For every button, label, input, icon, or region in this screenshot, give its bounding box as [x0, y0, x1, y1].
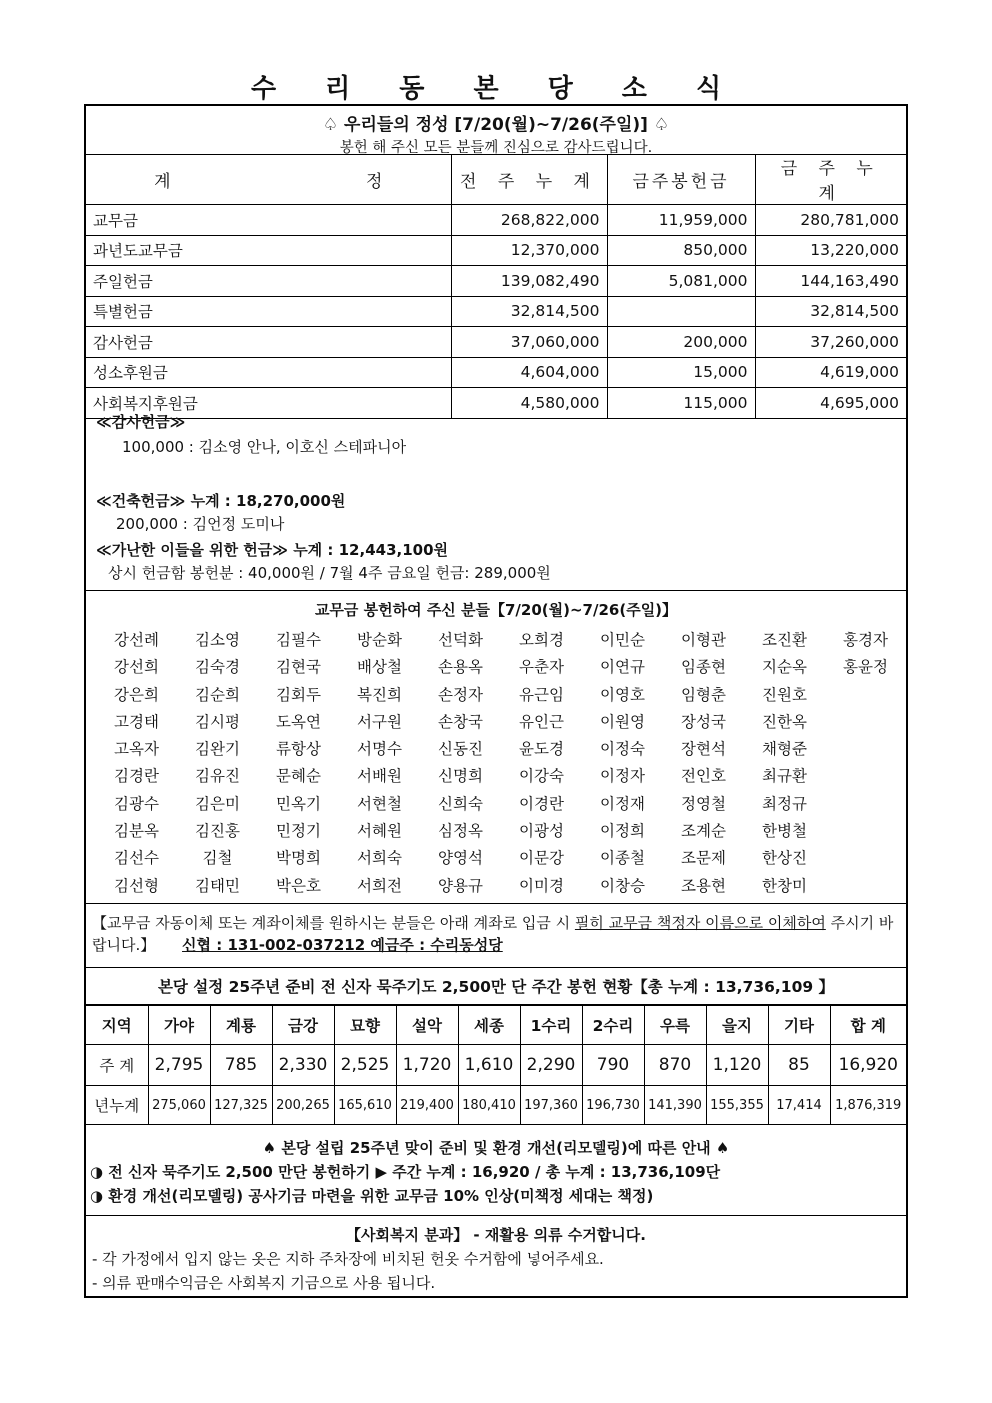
donor-name: 홍경자	[843, 631, 888, 649]
account-name: 감사헌금	[86, 327, 451, 358]
prev-total: 37,060,000	[451, 327, 607, 358]
rosary-year-cell: 200,265	[272, 1086, 334, 1125]
donor-name: 김순희	[195, 685, 240, 704]
donor-name: 선덕화	[438, 631, 483, 649]
donor-name: 강선례	[114, 631, 159, 649]
rosary-header-cell: 설악	[396, 1006, 458, 1045]
account-name: 주일헌금	[86, 266, 451, 297]
donor-row	[96, 874, 906, 901]
table-row	[86, 266, 906, 297]
rosary-header-cell: 기타	[768, 1006, 830, 1045]
donor-name: 김완기	[195, 740, 240, 759]
rosary-week-cell: 1,610	[458, 1045, 520, 1086]
donor-name: 손창국	[438, 712, 483, 731]
column-header: 전 주 누 계	[451, 154, 607, 205]
rosary-header-cell: 세종	[458, 1006, 520, 1045]
rosary-week-cell: 2,525	[334, 1045, 396, 1086]
table-row	[86, 296, 906, 327]
donor-name: 손용옥	[438, 658, 483, 677]
bulletin-frame	[84, 104, 908, 1298]
welfare-title: 【사회복지 분과】 - 재활용 의류 수거합니다.	[346, 1226, 646, 1244]
building-fund-title: ≪건축헌금≫ 누계 : 18,270,000원	[96, 492, 346, 510]
donor-name: 김소영	[195, 631, 240, 649]
rosary-year-cell: 17,414	[768, 1086, 830, 1125]
prev-total: 139,082,490	[451, 266, 607, 297]
rosary-year-cell: 165,610	[334, 1086, 396, 1125]
rosary-week-cell: 785	[210, 1045, 272, 1086]
transfer-text: 【교무금 자동이체 또는 계좌이체를 원하시는 분들은 아래 계좌로 입금 시	[92, 914, 575, 932]
donor-name: 진원호	[762, 685, 807, 704]
donor-name: 양용규	[438, 876, 483, 895]
offering-thanks: 봉헌 해 주신 모든 분들께 진심으로 감사드립니다.	[339, 140, 653, 156]
rosary-header-cell: 1수리	[520, 1006, 582, 1045]
rosary-year-cell: 197,360	[520, 1086, 582, 1125]
donor-name: 민정기	[276, 822, 321, 841]
donor-name: 우춘자	[519, 658, 564, 677]
offering-heading	[86, 110, 906, 135]
rosary-header-cell: 가야	[148, 1006, 210, 1045]
week-amount: 11,959,000	[607, 205, 755, 236]
rosary-year-cell: 275,060	[148, 1086, 210, 1125]
donor-name: 임종현	[681, 658, 726, 677]
donor-name: 고옥자	[114, 740, 159, 759]
table-row	[86, 235, 906, 266]
donor-name: 조계순	[681, 822, 726, 841]
cumulative-total: 4,695,000	[755, 388, 906, 419]
donor-row	[96, 683, 906, 710]
donor-name: 조진환	[762, 631, 807, 649]
bank-account: 신협 : 131-002-037212 예금주 : 수리동성당	[182, 936, 503, 954]
donor-row	[96, 792, 906, 819]
rosary-title: 본당 설정 25주년 준비 전 신자 묵주기도 2,500만 단 주간 봉헌 현황【총 누계 : 13,736,109 】	[86, 970, 906, 1005]
donor-name	[825, 846, 906, 873]
donor-name: 장성국	[681, 712, 726, 731]
thanks-offering-line: 100,000 : 김소영 안나, 이호신 스테파니아	[122, 438, 407, 456]
rosary-week-cell: 2,795	[148, 1045, 210, 1086]
donor-name: 홍윤정	[843, 658, 888, 677]
cumulative-total: 4,619,000	[755, 357, 906, 388]
prev-total: 12,370,000	[451, 235, 607, 266]
donor-section	[86, 591, 906, 904]
donor-name: 고경태	[114, 712, 159, 731]
donor-name: 오희경	[519, 631, 564, 649]
remodel-line-2: ◑ 환경 개선(리모델링) 공사기금 마련을 위한 교무금 10% 인상(미책정 세대는 책정)	[90, 1187, 654, 1205]
transfer-text-end: 주시기 바랍니다.】	[92, 914, 894, 954]
donor-name: 임형춘	[681, 685, 726, 704]
donor-name	[825, 819, 906, 846]
prev-total: 4,604,000	[451, 357, 607, 388]
table-row	[86, 357, 906, 388]
donor-row	[96, 819, 906, 846]
donor-name: 유인근	[519, 712, 564, 731]
donor-name: 김광수	[114, 794, 159, 813]
offering-table	[86, 154, 906, 419]
account-name: 교무금	[86, 205, 451, 236]
poor-fund-title: ≪가난한 이들을 위한 헌금≫ 누계 : 12,443,100원	[96, 541, 449, 559]
donor-name: 방순화	[357, 631, 402, 649]
donor-name: 양영석	[438, 849, 483, 868]
rosary-week-cell: 85	[768, 1045, 830, 1086]
donor-name: 김태민	[195, 876, 240, 895]
table-row	[86, 205, 906, 236]
donor-name: 신동진	[438, 740, 483, 759]
donor-name: 김현국	[276, 658, 321, 677]
donor-title: 교무금 봉헌하여 주신 분들【7/20(월)~7/26(주일)】	[314, 601, 678, 619]
cumulative-total: 144,163,490	[755, 266, 906, 297]
donor-name: 한상진	[762, 849, 807, 868]
donor-name: 강은희	[114, 685, 159, 704]
building-fund-line: 200,000 : 김언정 도미나	[116, 515, 285, 533]
account-name: 사회복지후원금	[86, 388, 451, 419]
donor-name	[825, 874, 906, 901]
rosary-week-cell: 1,720	[396, 1045, 458, 1086]
donor-name: 복진희	[357, 685, 402, 704]
donor-name: 한병철	[762, 822, 807, 841]
donor-name: 조문제	[681, 849, 726, 868]
donor-name: 이정재	[600, 794, 645, 813]
donor-name: 장현석	[681, 740, 726, 759]
donor-name: 김선형	[114, 876, 159, 895]
spade-outline-icon: ♤	[322, 115, 339, 135]
donor-name: 김경란	[114, 767, 159, 786]
rosary-year-cell: 180,410	[458, 1086, 520, 1125]
account-name: 과년도교무금	[86, 235, 451, 266]
donor-row	[96, 655, 906, 682]
week-amount: 115,000	[607, 388, 755, 419]
donor-name: 도옥연	[276, 712, 321, 731]
donor-name: 조용현	[681, 876, 726, 895]
donor-name: 김선수	[114, 849, 159, 868]
donor-row	[96, 764, 906, 791]
column-header: 금 주 누 계	[755, 154, 906, 205]
donor-name: 이종철	[600, 849, 645, 868]
donor-name: 최규환	[762, 767, 807, 786]
rosary-header-cell: 우륵	[644, 1006, 706, 1045]
rosary-week-cell: 2,290	[520, 1045, 582, 1086]
rosary-week-cell: 2,330	[272, 1045, 334, 1086]
donor-name: 심정옥	[438, 822, 483, 841]
donor-name	[825, 710, 906, 737]
donor-row	[96, 737, 906, 764]
donor-name: 신명희	[438, 767, 483, 786]
donor-name: 윤도경	[519, 740, 564, 759]
donor-name: 김분옥	[114, 822, 159, 841]
donor-name: 지순옥	[762, 658, 807, 677]
cumulative-total: 280,781,000	[755, 205, 906, 236]
column-header: 계 정	[86, 154, 451, 205]
account-name: 성소후원금	[86, 357, 451, 388]
donor-name: 서배원	[357, 767, 402, 786]
account-name: 특별헌금	[86, 296, 451, 327]
donor-name: 문혜순	[276, 767, 321, 786]
donor-name: 서희전	[357, 876, 402, 895]
prev-total: 4,580,000	[451, 388, 607, 419]
donor-name: 김은미	[195, 794, 240, 813]
donor-name: 김철	[202, 849, 233, 868]
donor-name: 배상철	[357, 658, 402, 677]
transfer-text-underlined: 필히 교무금 책정자 이름으로 이체하여	[574, 914, 826, 932]
rosary-year-cell: 196,730	[582, 1086, 644, 1125]
donor-name: 최정규	[762, 794, 807, 813]
week-amount: 200,000	[607, 327, 755, 358]
donor-grid	[96, 628, 906, 901]
rosary-header-cell: 2수리	[582, 1006, 644, 1045]
donor-name: 서구원	[357, 712, 402, 731]
week-amount: 850,000	[607, 235, 755, 266]
donor-name: 유근임	[519, 685, 564, 704]
donor-row	[96, 628, 906, 655]
cumulative-total: 13,220,000	[755, 235, 906, 266]
donor-name: 이연규	[600, 658, 645, 677]
table-row	[86, 327, 906, 358]
rosary-week-row	[86, 1045, 906, 1086]
donor-name: 채형준	[762, 740, 807, 759]
rosary-header-cell: 합 계	[830, 1006, 906, 1045]
donor-name: 서명수	[357, 740, 402, 759]
rosary-year-cell: 127,325	[210, 1086, 272, 1125]
remodel-line-1: ◑ 전 신자 묵주기도 2,500 만단 봉헌하기 ▶ 주간 누계 : 16,920 / 총 누계 : 13,736,109단	[90, 1163, 721, 1181]
donor-name: 박은호	[276, 876, 321, 895]
rosary-header-cell: 계룡	[210, 1006, 272, 1045]
donor-name: 전인호	[681, 767, 726, 786]
donor-name: 이정희	[600, 822, 645, 841]
donor-name: 손정자	[438, 685, 483, 704]
donor-name: 서현철	[357, 794, 402, 813]
donor-name: 한창미	[762, 876, 807, 895]
rosary-week-label: 주 계	[86, 1045, 148, 1086]
cumulative-total: 32,814,500	[755, 296, 906, 327]
welfare-notice	[86, 1216, 906, 1296]
donor-name: 이정자	[600, 767, 645, 786]
offering-header	[86, 106, 906, 155]
rosary-year-label: 년누계	[86, 1086, 148, 1125]
offering-notes	[86, 403, 906, 591]
rosary-week-cell: 790	[582, 1045, 644, 1086]
donor-name	[825, 764, 906, 791]
donor-name	[825, 737, 906, 764]
donor-name: 민옥기	[276, 794, 321, 813]
donor-name: 이강숙	[519, 767, 564, 786]
rosary-header-cell: 을지	[706, 1006, 768, 1045]
donor-row	[96, 710, 906, 737]
column-header: 금주봉헌금	[607, 154, 755, 205]
week-amount: 5,081,000	[607, 266, 755, 297]
offering-heading-text: 우리들의 정성 [7/20(월)~7/26(주일)]	[344, 115, 648, 135]
cumulative-total: 37,260,000	[755, 327, 906, 358]
donor-row	[96, 846, 906, 873]
spade-outline-icon: ♤	[653, 115, 670, 135]
donor-name: 이원영	[600, 712, 645, 731]
transfer-notice	[86, 904, 906, 968]
donor-name: 정영철	[681, 794, 726, 813]
page-title: 수 리 동 본 당 소 식	[250, 74, 742, 104]
thanks-offering-title: ≪감사헌금≫	[96, 413, 186, 431]
donor-name: 이미경	[519, 876, 564, 895]
remodel-title: ♠ 본당 설립 25주년 맞이 준비 및 환경 개선(리모델링)에 따른 안내 ♠	[262, 1139, 730, 1157]
donor-name: 류항상	[276, 740, 321, 759]
donor-name	[825, 792, 906, 819]
rosary-table	[86, 1005, 906, 1125]
donor-name: 서희숙	[357, 849, 402, 868]
donor-name: 박명희	[276, 849, 321, 868]
week-amount: 15,000	[607, 357, 755, 388]
donor-name: 김숙경	[195, 658, 240, 677]
offering-header-row	[86, 154, 906, 205]
donor-name: 김필수	[276, 631, 321, 649]
donor-name: 이형관	[681, 631, 726, 649]
rosary-year-row	[86, 1086, 906, 1125]
rosary-header-row	[86, 1006, 906, 1045]
remodel-notice	[86, 1130, 906, 1216]
donor-name: 진한옥	[762, 712, 807, 731]
rosary-year-cell: 219,400	[396, 1086, 458, 1125]
welfare-line-2: - 의류 판매수익금은 사회복지 기금으로 사용 됩니다.	[92, 1274, 436, 1292]
prev-total: 32,814,500	[451, 296, 607, 327]
donor-name: 김유진	[195, 767, 240, 786]
rosary-header-cell: 금강	[272, 1006, 334, 1045]
prev-total: 268,822,000	[451, 205, 607, 236]
donor-name: 이영호	[600, 685, 645, 704]
donor-name: 김진홍	[195, 822, 240, 841]
donor-name: 강선희	[114, 658, 159, 677]
rosary-week-cell: 870	[644, 1045, 706, 1086]
rosary-year-cell: 1,876,319	[830, 1086, 906, 1125]
donor-name: 이창승	[600, 876, 645, 895]
rosary-year-cell: 141,390	[644, 1086, 706, 1125]
rosary-header-cell: 묘향	[334, 1006, 396, 1045]
donor-name: 이정숙	[600, 740, 645, 759]
week-amount	[607, 296, 755, 327]
rosary-year-cell: 155,355	[706, 1086, 768, 1125]
rosary-week-cell: 16,920	[830, 1045, 906, 1086]
poor-fund-line: 상시 헌금함 봉헌분 : 40,000원 / 7월 4주 금요일 헌금: 289,000원	[108, 564, 551, 582]
donor-name: 이광성	[519, 822, 564, 841]
donor-name: 서혜원	[357, 822, 402, 841]
rosary-header-cell: 지역	[86, 1006, 148, 1045]
donor-name: 이민순	[600, 631, 645, 649]
donor-name: 김회두	[276, 685, 321, 704]
rosary-week-cell: 1,120	[706, 1045, 768, 1086]
donor-name: 신희숙	[438, 794, 483, 813]
welfare-line-1: - 각 가정에서 입지 않는 옷은 지하 주차장에 비치된 헌옷 수거함에 넣어주세요.	[92, 1250, 604, 1268]
donor-name	[825, 683, 906, 710]
donor-name: 이경란	[519, 794, 564, 813]
donor-name: 김시평	[195, 712, 240, 731]
donor-name: 이문강	[519, 849, 564, 868]
